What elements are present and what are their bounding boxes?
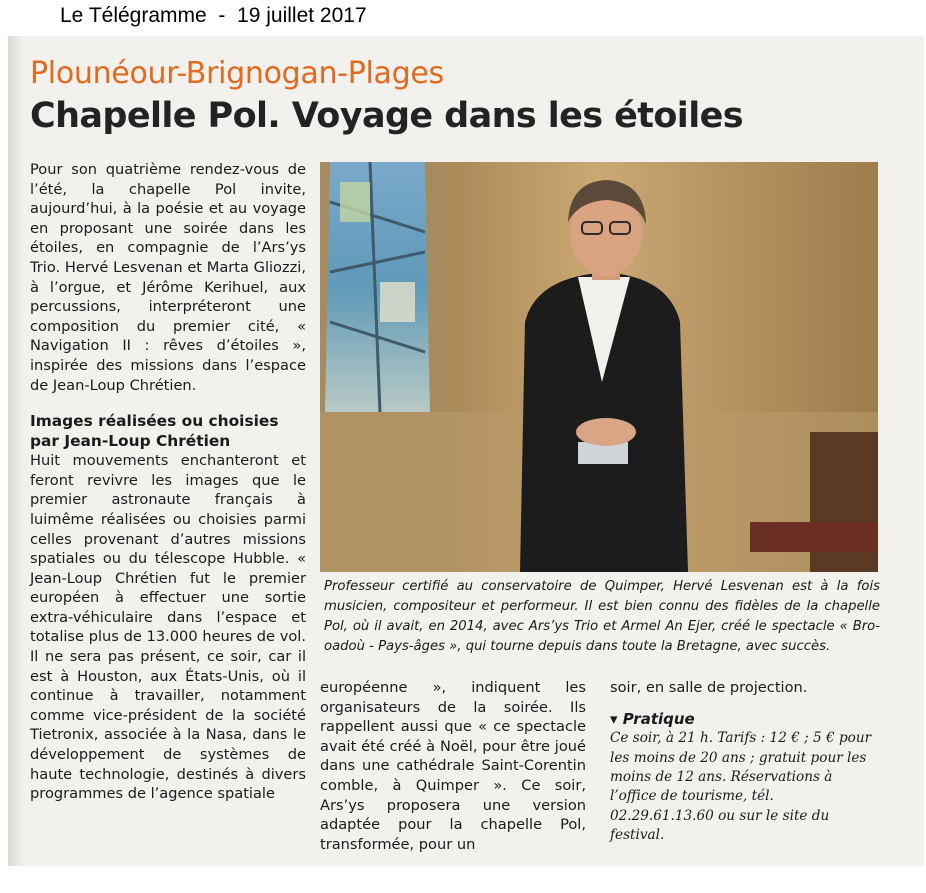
newspaper-clipping bbox=[8, 36, 924, 866]
source-line bbox=[60, 4, 367, 28]
article-column-2 bbox=[320, 678, 586, 854]
article-photo bbox=[320, 162, 878, 572]
article-column-1 bbox=[30, 160, 306, 804]
pratique-heading bbox=[610, 710, 880, 730]
triangle-down-icon: ▾ bbox=[610, 709, 618, 728]
source-separator: - bbox=[218, 4, 226, 27]
publication-date: 19 juillet 2017 bbox=[237, 4, 367, 27]
article-body-col2: européenne », indiquent les organisateurs de la soirée. Ils rappellent aussi que « ce spectacle avait été créé à Noël, pour être joué dans une cathédrale Saint-Corentin comble, à Quimper ». Ce soir, Ars’ys proposera une version adaptée pour la chapelle Pol, transformée, pour un bbox=[320, 679, 586, 853]
article-kicker: Plounéour-Brignogan-Plages bbox=[30, 56, 444, 91]
pratique-title: Pratique bbox=[622, 709, 695, 728]
page-bottom-margin bbox=[0, 866, 926, 893]
scan-edge-shadow bbox=[8, 36, 24, 866]
photo-musician-illustration bbox=[320, 162, 878, 572]
article-body-col3: soir, en salle de projection. bbox=[610, 679, 808, 696]
newspaper-name: Le Télégramme bbox=[60, 4, 207, 27]
photo-caption: Professeur certifié au conservatoire de Quimper, Hervé Lesvenan est à la fois musicien, compositeur et performeur. Il est bien connu des fidèles de la chapelle Pol, où il avait, en 2014, avec Ars’ys Trio et Armel An Ejer, créé le spectacle « Bro-oadoù - Pays-âges », qui tourne depuis dans toute la Bretagne, avec succès. bbox=[324, 579, 880, 654]
article-headline: Chapelle Pol. Voyage dans les étoiles bbox=[30, 96, 743, 136]
article-body-col1: Huit mouvements enchanteront et feront revivre les images que le premier astronaute français à luimême réalisées ou choisies parmi celles provenant d’autres missions spatiales ou du télescope Hubble. « Jean-Loup Chrétien fut le premier européen à effectuer une sortie extra-véhiculaire dans l’espace et totalise plus de 13.000 heures de vol. Il ne sera pas présent, ce soir, car il est à Houston, aux États-Unis, où il continue à travailler, notamment comme vice-président de la société Tietronix, associée à la Nasa, dans le développement de systèmes de haute technologie, destinés à divers programmes de l’agence spatiale bbox=[30, 452, 306, 803]
article-subhead: Images réalisées ou choisies par Jean-Loup Chrétien bbox=[30, 412, 279, 451]
article-column-3 bbox=[610, 678, 880, 846]
pratique-info: Ce soir, à 21 h. Tarifs : 12 € ; 5 € pour les moins de 20 ans ; gratuit pour les moins de 12 ans. Réservations à l’office de tourisme, tél. 02.29.61.13.60 ou sur le site du festival. bbox=[610, 730, 872, 844]
article-intro: Pour son quatrième rendez-vous de l’été, la chapelle Pol invite, aujourd’hui, à la poésie et au voyage en proposant une soirée dans les étoiles, en compagnie de l’Ars’ys Trio. Hervé Lesvenan et Marta Gliozzi, à l’orgue, et Jérôme Kerihuel, aux percussions, interpréteront une composition du premier cité, « Navigation II : rêves d’étoiles », inspirée des missions dans l’espace de Jean-Loup Chrétien. bbox=[30, 161, 306, 394]
